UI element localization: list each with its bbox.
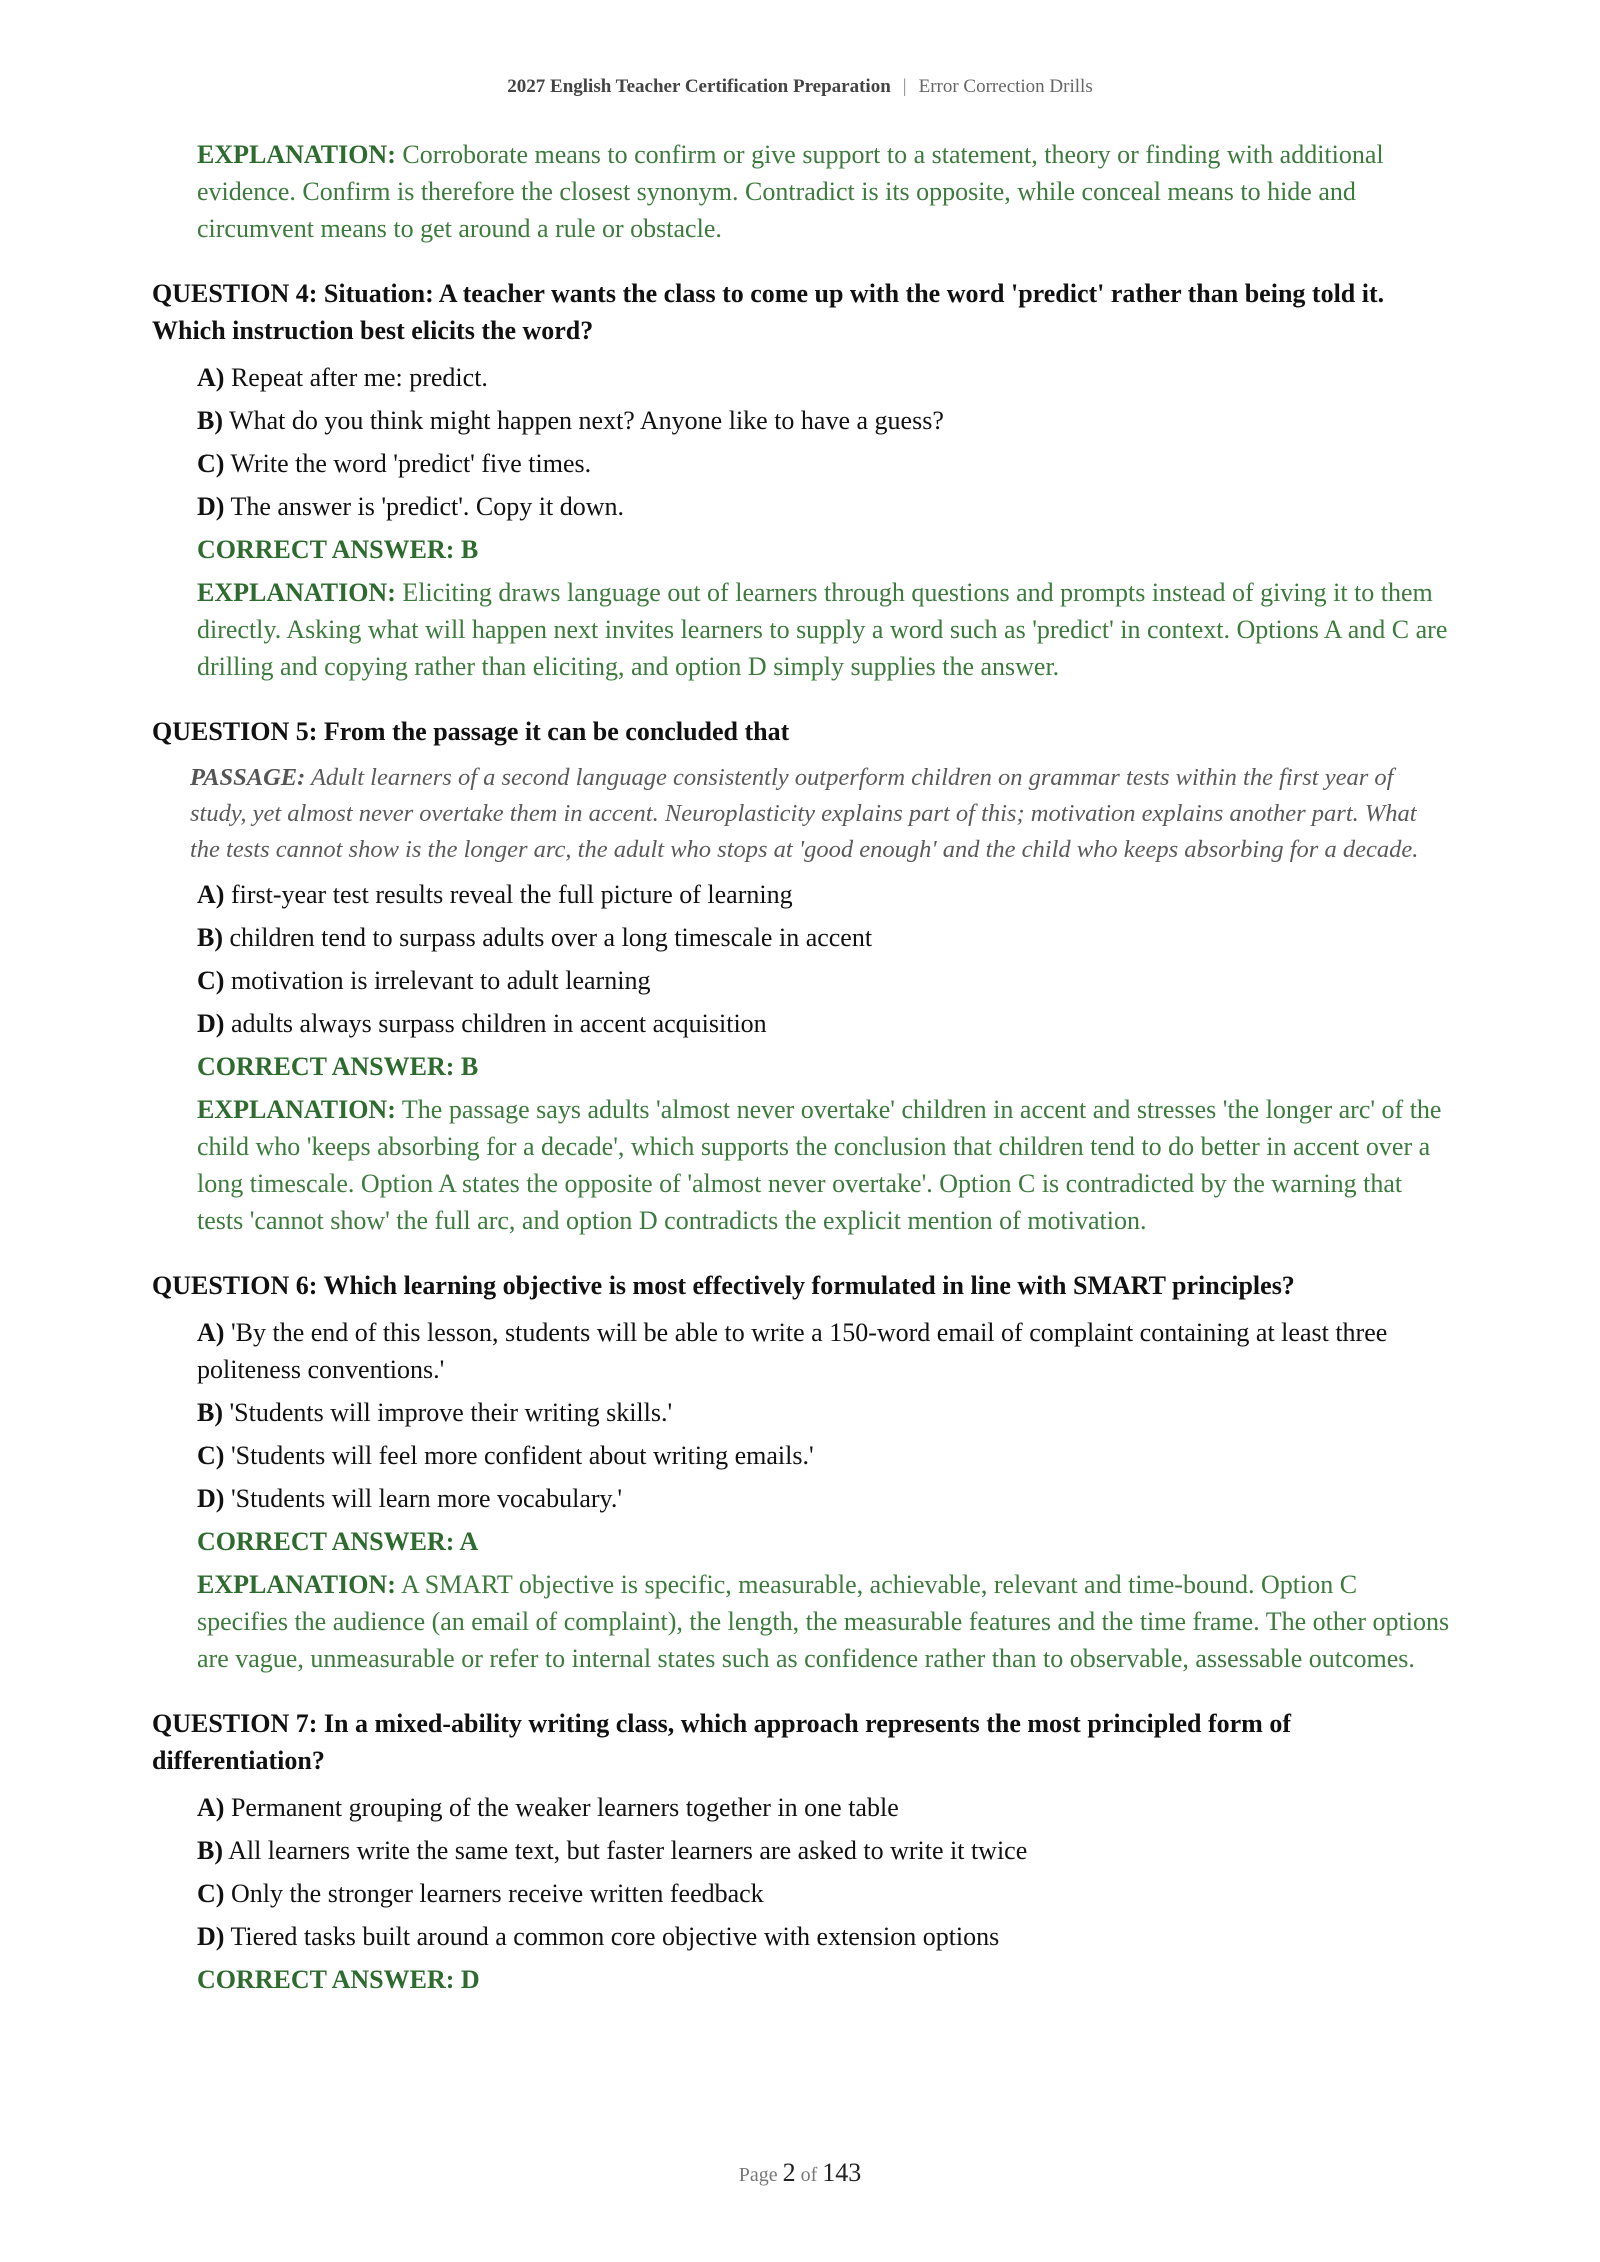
option-c bbox=[197, 1875, 1452, 1912]
question-3-tail bbox=[152, 136, 1452, 247]
option-letter: D) bbox=[197, 1922, 225, 1951]
correct-answer: CORRECT ANSWER: B bbox=[197, 1052, 479, 1081]
option-text: Write the word 'predict' five times. bbox=[230, 449, 592, 478]
option-d bbox=[197, 1918, 1452, 1955]
option-d bbox=[197, 1005, 1452, 1042]
option-text: 'Students will improve their writing skills.' bbox=[229, 1398, 673, 1427]
option-letter: B) bbox=[197, 1398, 223, 1427]
option-letter: B) bbox=[197, 1836, 223, 1865]
of-word: of bbox=[800, 2164, 818, 2186]
option-b bbox=[197, 919, 1452, 956]
question-text: QUESTION 7: In a mixed-ability writing class, which approach represents the most principled form of differentiation? bbox=[152, 1709, 1291, 1775]
option-c bbox=[197, 962, 1452, 999]
total-pages: 143 bbox=[822, 2158, 862, 2187]
passage-text: Adult learners of a second language consistently outperform children on grammar tests within the first year of study, yet almost never overtake them in accent. Neuroplasticity explains part of this; motivation explains another part. What the tests cannot show is the longer arc, the adult who stops at 'good enough' and the child who keeps absorbing for a decade. bbox=[190, 764, 1419, 863]
correct-answer: CORRECT ANSWER: A bbox=[197, 1527, 479, 1556]
question-7 bbox=[152, 1705, 1452, 1998]
page-content bbox=[152, 132, 1452, 2004]
header-title: 2027 English Teacher Certification Preparation bbox=[507, 76, 891, 97]
option-letter: B) bbox=[197, 923, 223, 952]
option-b bbox=[197, 1394, 1452, 1431]
running-header bbox=[0, 76, 1600, 98]
option-d bbox=[197, 488, 1452, 525]
option-letter: A) bbox=[197, 1318, 225, 1347]
reading-passage bbox=[190, 760, 1452, 868]
option-text: Tiered tasks built around a common core objective with extension options bbox=[230, 1922, 1000, 1951]
option-text: 'Students will feel more confident about writing emails.' bbox=[230, 1441, 814, 1470]
option-a bbox=[197, 359, 1452, 396]
question-6 bbox=[152, 1267, 1452, 1677]
option-text: 'Students will learn more vocabulary.' bbox=[230, 1484, 623, 1513]
option-c bbox=[197, 1437, 1452, 1474]
option-letter: D) bbox=[197, 492, 225, 521]
option-letter: D) bbox=[197, 1484, 225, 1513]
option-text: The answer is 'predict'. Copy it down. bbox=[230, 492, 624, 521]
explanation-label: EXPLANATION: bbox=[197, 1570, 396, 1599]
option-text: Repeat after me: predict. bbox=[230, 363, 488, 392]
question-5 bbox=[152, 713, 1452, 1239]
header-separator: | bbox=[902, 76, 907, 97]
option-text: 'By the end of this lesson, students will be able to write a 150-word email of complaint containing at least three politeness conventions.' bbox=[197, 1318, 1388, 1384]
question-text: QUESTION 5: From the passage it can be concluded that bbox=[152, 717, 790, 746]
option-letter: A) bbox=[197, 1793, 225, 1822]
option-b bbox=[197, 402, 1452, 439]
option-letter: C) bbox=[197, 966, 225, 995]
option-text: What do you think might happen next? Anyone like to have a guess? bbox=[229, 406, 944, 435]
question-text: QUESTION 4: Situation: A teacher wants the class to come up with the word 'predict' rather than being told it. Which instruction best elicits the word? bbox=[152, 279, 1385, 345]
option-letter: C) bbox=[197, 1441, 225, 1470]
option-letter: A) bbox=[197, 363, 225, 392]
explanation-text: Corroborate means to confirm or give support to a statement, theory or finding with additional evidence. Confirm is therefore the closest synonym. Contradict is its opposite, while conceal means to hide and circumvent means to get around a rule or obstacle. bbox=[197, 140, 1384, 243]
page-number: 2 bbox=[782, 2158, 796, 2187]
option-letter: A) bbox=[197, 880, 225, 909]
option-b bbox=[197, 1832, 1452, 1869]
explanation-label: EXPLANATION: bbox=[197, 1095, 396, 1124]
option-letter: D) bbox=[197, 1009, 225, 1038]
option-text: motivation is irrelevant to adult learning bbox=[230, 966, 651, 995]
option-c bbox=[197, 445, 1452, 482]
explanation bbox=[197, 136, 1452, 247]
option-a bbox=[197, 876, 1452, 913]
explanation-text: A SMART objective is specific, measurable, achievable, relevant and time-bound. Option C specifies the audience (an email of complaint), the length, the measurable features and the time frame. The other options are vague, unmeasurable or refer to internal states such as confidence rather than to observable, assessable outcomes. bbox=[197, 1570, 1450, 1673]
option-text: All learners write the same text, but faster learners are asked to write it twice bbox=[228, 1836, 1028, 1865]
explanation bbox=[197, 1566, 1452, 1677]
correct-answer: CORRECT ANSWER: D bbox=[197, 1965, 480, 1994]
page-footer bbox=[0, 2158, 1600, 2188]
question-text: QUESTION 6: Which learning objective is most effectively formulated in line with SMART principles? bbox=[152, 1271, 1295, 1300]
explanation-label: EXPLANATION: bbox=[197, 578, 396, 607]
question-4 bbox=[152, 275, 1452, 685]
option-a bbox=[197, 1789, 1452, 1826]
option-d bbox=[197, 1480, 1452, 1517]
explanation-text: Eliciting draws language out of learners through questions and prompts instead of giving it to them directly. Asking what will happen next invites learners to supply a word such as 'predict' in context. Options A and C are drilling and copying rather than eliciting, and option D simply supplies the answer. bbox=[197, 578, 1448, 681]
option-text: children tend to surpass adults over a long timescale in accent bbox=[229, 923, 873, 952]
passage-label: PASSAGE: bbox=[190, 764, 306, 791]
option-text: adults always surpass children in accent acquisition bbox=[230, 1009, 767, 1038]
explanation bbox=[197, 574, 1452, 685]
option-text: first-year test results reveal the full picture of learning bbox=[230, 880, 793, 909]
option-letter: B) bbox=[197, 406, 223, 435]
page-word: Page bbox=[738, 2164, 778, 2186]
option-letter: C) bbox=[197, 449, 225, 478]
header-subtitle: Error Correction Drills bbox=[918, 76, 1093, 97]
option-letter: C) bbox=[197, 1879, 225, 1908]
explanation-text: The passage says adults 'almost never overtake' children in accent and stresses 'the longer arc' of the child who 'keeps absorbing for a decade', which supports the conclusion that children tend to do better in accent over a long timescale. Option A states the opposite of 'almost never overtake'. Option C is contradicted by the warning that tests 'cannot show' the full arc, and option D contradicts the explicit mention of motivation. bbox=[197, 1095, 1442, 1235]
explanation-label: EXPLANATION: bbox=[197, 140, 396, 169]
option-a bbox=[197, 1314, 1452, 1388]
option-text: Only the stronger learners receive written feedback bbox=[230, 1879, 764, 1908]
correct-answer: CORRECT ANSWER: B bbox=[197, 535, 479, 564]
option-text: Permanent grouping of the weaker learners together in one table bbox=[230, 1793, 899, 1822]
explanation bbox=[197, 1091, 1452, 1239]
